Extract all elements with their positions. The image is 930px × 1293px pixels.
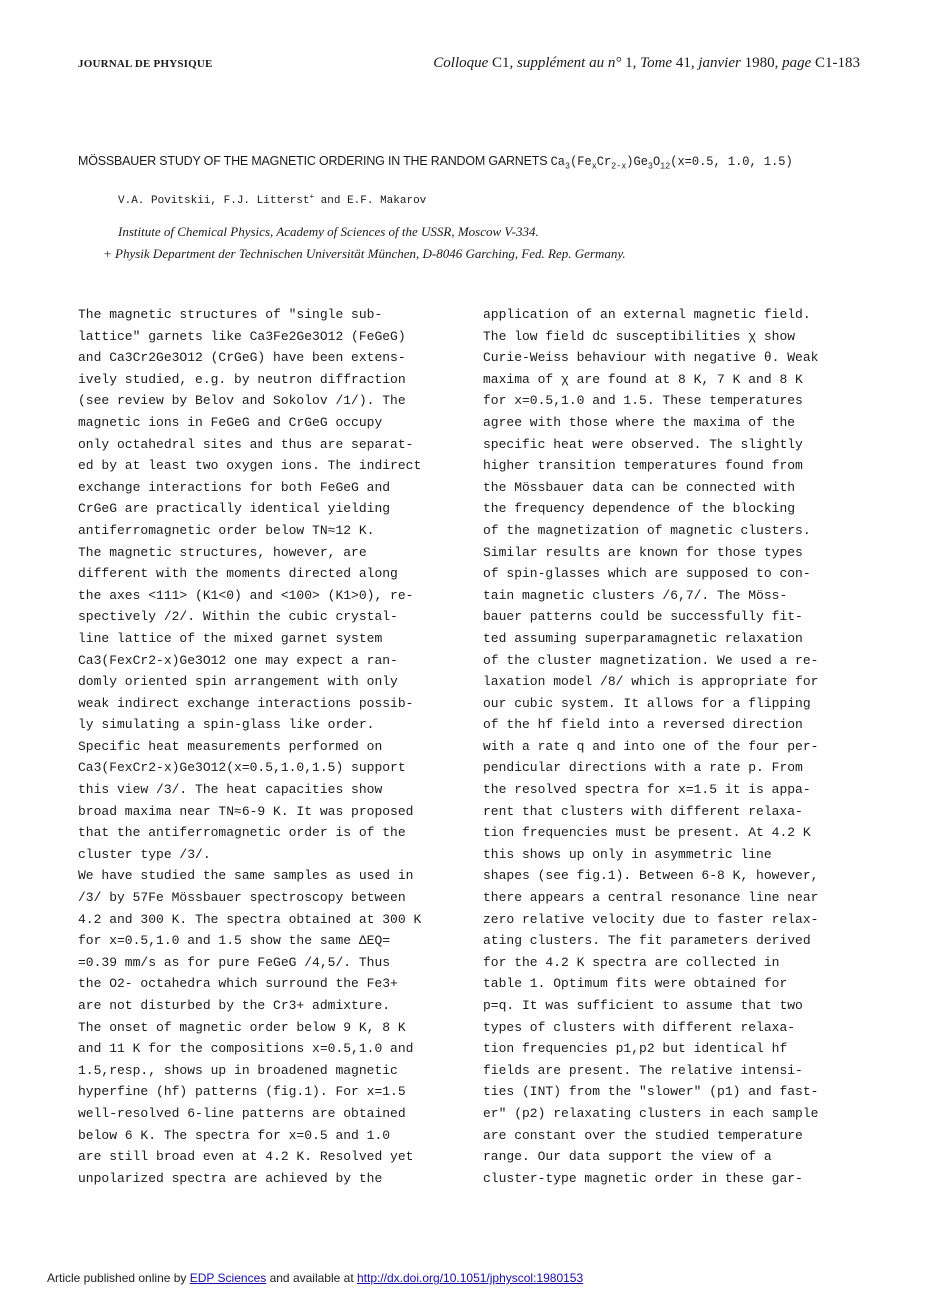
text-line: The low field dc susceptibilities χ show (483, 328, 796, 344)
text-line: =0.39 mm/s as for pure FeGeG /4,5/. Thus (78, 954, 391, 970)
text-line: well-resolved 6-line patterns are obtained (78, 1105, 406, 1121)
citation-line: Colloque C1, supplément au n° 1, Tome 41, janvier 1980, page C1-183 (433, 55, 860, 71)
text-line: the O2- octahedra which surround the Fe3+ (78, 976, 398, 992)
text-line: ted assuming superparamagnetic relaxation (483, 630, 803, 646)
text-line: are still broad even at 4.2 K. Resolved yet (78, 1149, 414, 1165)
text-line: zero relative velocity due to faster relax- (483, 911, 819, 927)
text-line: below 6 K. The spectra for x=0.5 and 1.0 (78, 1127, 391, 1143)
text-line: maxima of χ are found at 8 K, 7 K and 8 K (483, 371, 803, 387)
body-column-left (78, 304, 421, 1189)
text-line: laxation model /8/ which is appropriate for (483, 674, 819, 690)
text-line: tion frequencies must be present. At 4.2 K (483, 825, 811, 841)
text-line: tion frequencies p1,p2 but identical hf (483, 1041, 788, 1057)
text-line: p=q. It was sufficient to assume that two (483, 998, 803, 1013)
text-line: /3/ by 57Fe Mössbauer spectroscopy between (78, 890, 406, 906)
text-line: bauer patterns could be successfully fit- (483, 609, 803, 625)
text-line: CrGeG are practically identical yielding (78, 501, 391, 517)
text-line: of the cluster magnetization. We used a re- (483, 652, 819, 668)
doi-link[interactable]: http://dx.doi.org/10.1051/jphyscol:1980153 (356, 1271, 584, 1285)
text-line: application of an external magnetic field. (483, 307, 811, 322)
text-line: the axes <111> (K1<0) and <100> (K1>0), re- (78, 587, 414, 603)
text-line: of the hf field into a reversed direction (483, 717, 803, 733)
text-line: weak indirect exchange interactions possib- (78, 695, 414, 711)
text-line: shapes (see fig.1). Between 6-8 K, however, (483, 868, 819, 884)
text-line: with a rate q and into one of the four per- (483, 738, 819, 754)
text-line: our cubic system. It allows for a flipping (483, 695, 811, 711)
text-line: for x=0.5,1.0 and 1.5. These temperatures (483, 393, 803, 409)
text-line: the frequency dependence of the blocking (483, 501, 796, 517)
text-line: this view /3/. The heat capacities show (78, 782, 383, 798)
text-line: fields are present. The relative intensi- (483, 1062, 803, 1078)
text-line: ating clusters. The fit parameters derived (483, 933, 811, 949)
text-line: cluster-type magnetic order in these gar- (483, 1170, 803, 1186)
text-line: tain magnetic clusters /6,7/. The Möss- (483, 587, 788, 603)
text-line: Specific heat measurements performed on (78, 738, 383, 754)
text-line: specific heat were observed. The slightly (483, 436, 803, 452)
text-line: ively studied, e.g. by neutron diffraction (78, 371, 406, 387)
text-line: antiferromagnetic order below TN≈12 K. (78, 522, 375, 538)
text-line: 4.2 and 300 K. The spectra obtained at 300 K (78, 911, 422, 927)
text-line: are not disturbed by the Cr3+ admixture. (78, 998, 391, 1013)
text-line: spectively /2/. Within the cubic crystal- (78, 609, 398, 625)
text-line: higher transition temperatures found from (483, 458, 803, 474)
text-line: 1.5,resp., shows up in broadened magnetic (78, 1062, 398, 1078)
paper-title: MÖSSBAUER STUDY OF THE MAGNETIC ORDERING IN THE RANDOM GARNETS $Ca_3(Fe_xCr_{2-x})Ge_3O_{12}(x=0.5$, 1.0, 1.5) (78, 153, 793, 172)
text-line: ly simulating a spin-glass like order. (78, 717, 375, 733)
text-line: rent that clusters with different relaxa- (483, 803, 803, 819)
text-line: and 11 K for the compositions x=0.5,1.0 and (78, 1041, 414, 1057)
text-line: The magnetic structures of "single sub- (78, 307, 383, 322)
text-line: the Mössbauer data can be connected with (483, 479, 796, 495)
journal-name: JOURNAL DE PHYSIQUE (78, 58, 213, 70)
text-line: range. Our data support the view of a (483, 1149, 772, 1165)
text-line: of spin-glasses which are supposed to con- (483, 566, 811, 582)
affiliation-1: Institute of Chemical Physics, Academy of Sciences of the USSR, Moscow V-334. (118, 224, 539, 239)
text-line: The onset of magnetic order below 9 K, 8 K (78, 1019, 406, 1035)
text-line: of the magnetization of magnetic clusters. (483, 522, 811, 538)
text-line: ties (INT) from the "slower" (p1) and fast- (483, 1084, 819, 1100)
text-line: pendicular directions with a rate p. From (483, 760, 803, 776)
text-line: er" (p2) relaxating clusters in each sample (483, 1105, 819, 1121)
text-line: Curie-Weiss behaviour with negative θ. Weak (483, 350, 819, 366)
text-line: exchange interactions for both FeGeG and (78, 479, 391, 495)
author-list: V.A. Povitskii, F.J. Litterst+ and E.F. Makarov (118, 193, 427, 207)
text-line: that the antiferromagnetic order is of the (78, 825, 406, 841)
affiliation-2: + Physik Department der Technischen Universität München, D-8046 Garching, Fed. Rep. Germany. (103, 246, 626, 261)
text-line: We have studied the same samples as used in (78, 868, 414, 884)
text-line: for the 4.2 K spectra are collected in (483, 954, 780, 970)
text-line: types of clusters with different relaxa- (483, 1019, 796, 1035)
text-line: unpolarized spectra are achieved by the (78, 1170, 383, 1186)
title-formula: $Ca_3(Fe_xCr_{2-x})Ge_3O_{12}(x=0.5$, 1.0, 1.5) (550, 155, 793, 172)
publication-footer: Article published online by EDP Sciences and available at http://dx.doi.org/10.1051/jphyscol:1980153 (47, 1271, 584, 1285)
text-line: this shows up only in asymmetric line (483, 846, 772, 862)
text-line: there appears a central resonance line near (483, 890, 819, 906)
text-line: magnetic ions in FeGeG and CrGeG occupy (78, 414, 383, 430)
text-line: Similar results are known for those types (483, 544, 803, 560)
publisher-link[interactable]: EDP Sciences (189, 1271, 267, 1285)
text-line: different with the moments directed along (78, 566, 398, 582)
text-line: hyperfine (hf) patterns (fig.1). For x=1.5 (78, 1084, 406, 1100)
text-line: lattice" garnets like Ca3Fe2Ge3O12 (FeGeG) (78, 328, 406, 344)
text-line: Ca3(FexCr2-x)Ge3O12 one may expect a ran- (78, 652, 398, 668)
text-line: agree with those where the maxima of the (483, 414, 796, 430)
text-line: are constant over the studied temperature (483, 1127, 803, 1143)
body-column-right (483, 304, 818, 1189)
text-line: only octahedral sites and thus are separat- (78, 436, 414, 452)
text-line: for x=0.5,1.0 and 1.5 show the same ΔEQ= (78, 933, 391, 949)
text-line: (see review by Belov and Sokolov /1/). The (78, 393, 406, 409)
text-line: the resolved spectra for x=1.5 it is appa- (483, 782, 811, 798)
text-line: cluster type /3/. (78, 846, 211, 862)
text-line: line lattice of the mixed garnet system (78, 630, 383, 646)
text-line: table 1. Optimum fits were obtained for (483, 976, 788, 992)
text-line: broad maxima near TN≈6-9 K. It was proposed (78, 803, 414, 819)
text-line: ed by at least two oxygen ions. The indirect (78, 458, 422, 474)
text-line: The magnetic structures, however, are (78, 544, 367, 560)
text-line: Ca3(FexCr2-x)Ge3O12(x=0.5,1.0,1.5) support (78, 760, 406, 776)
text-line: and Ca3Cr2Ge3O12 (CrGeG) have been extens- (78, 350, 406, 366)
text-line: domly oriented spin arrangement with only (78, 674, 398, 690)
